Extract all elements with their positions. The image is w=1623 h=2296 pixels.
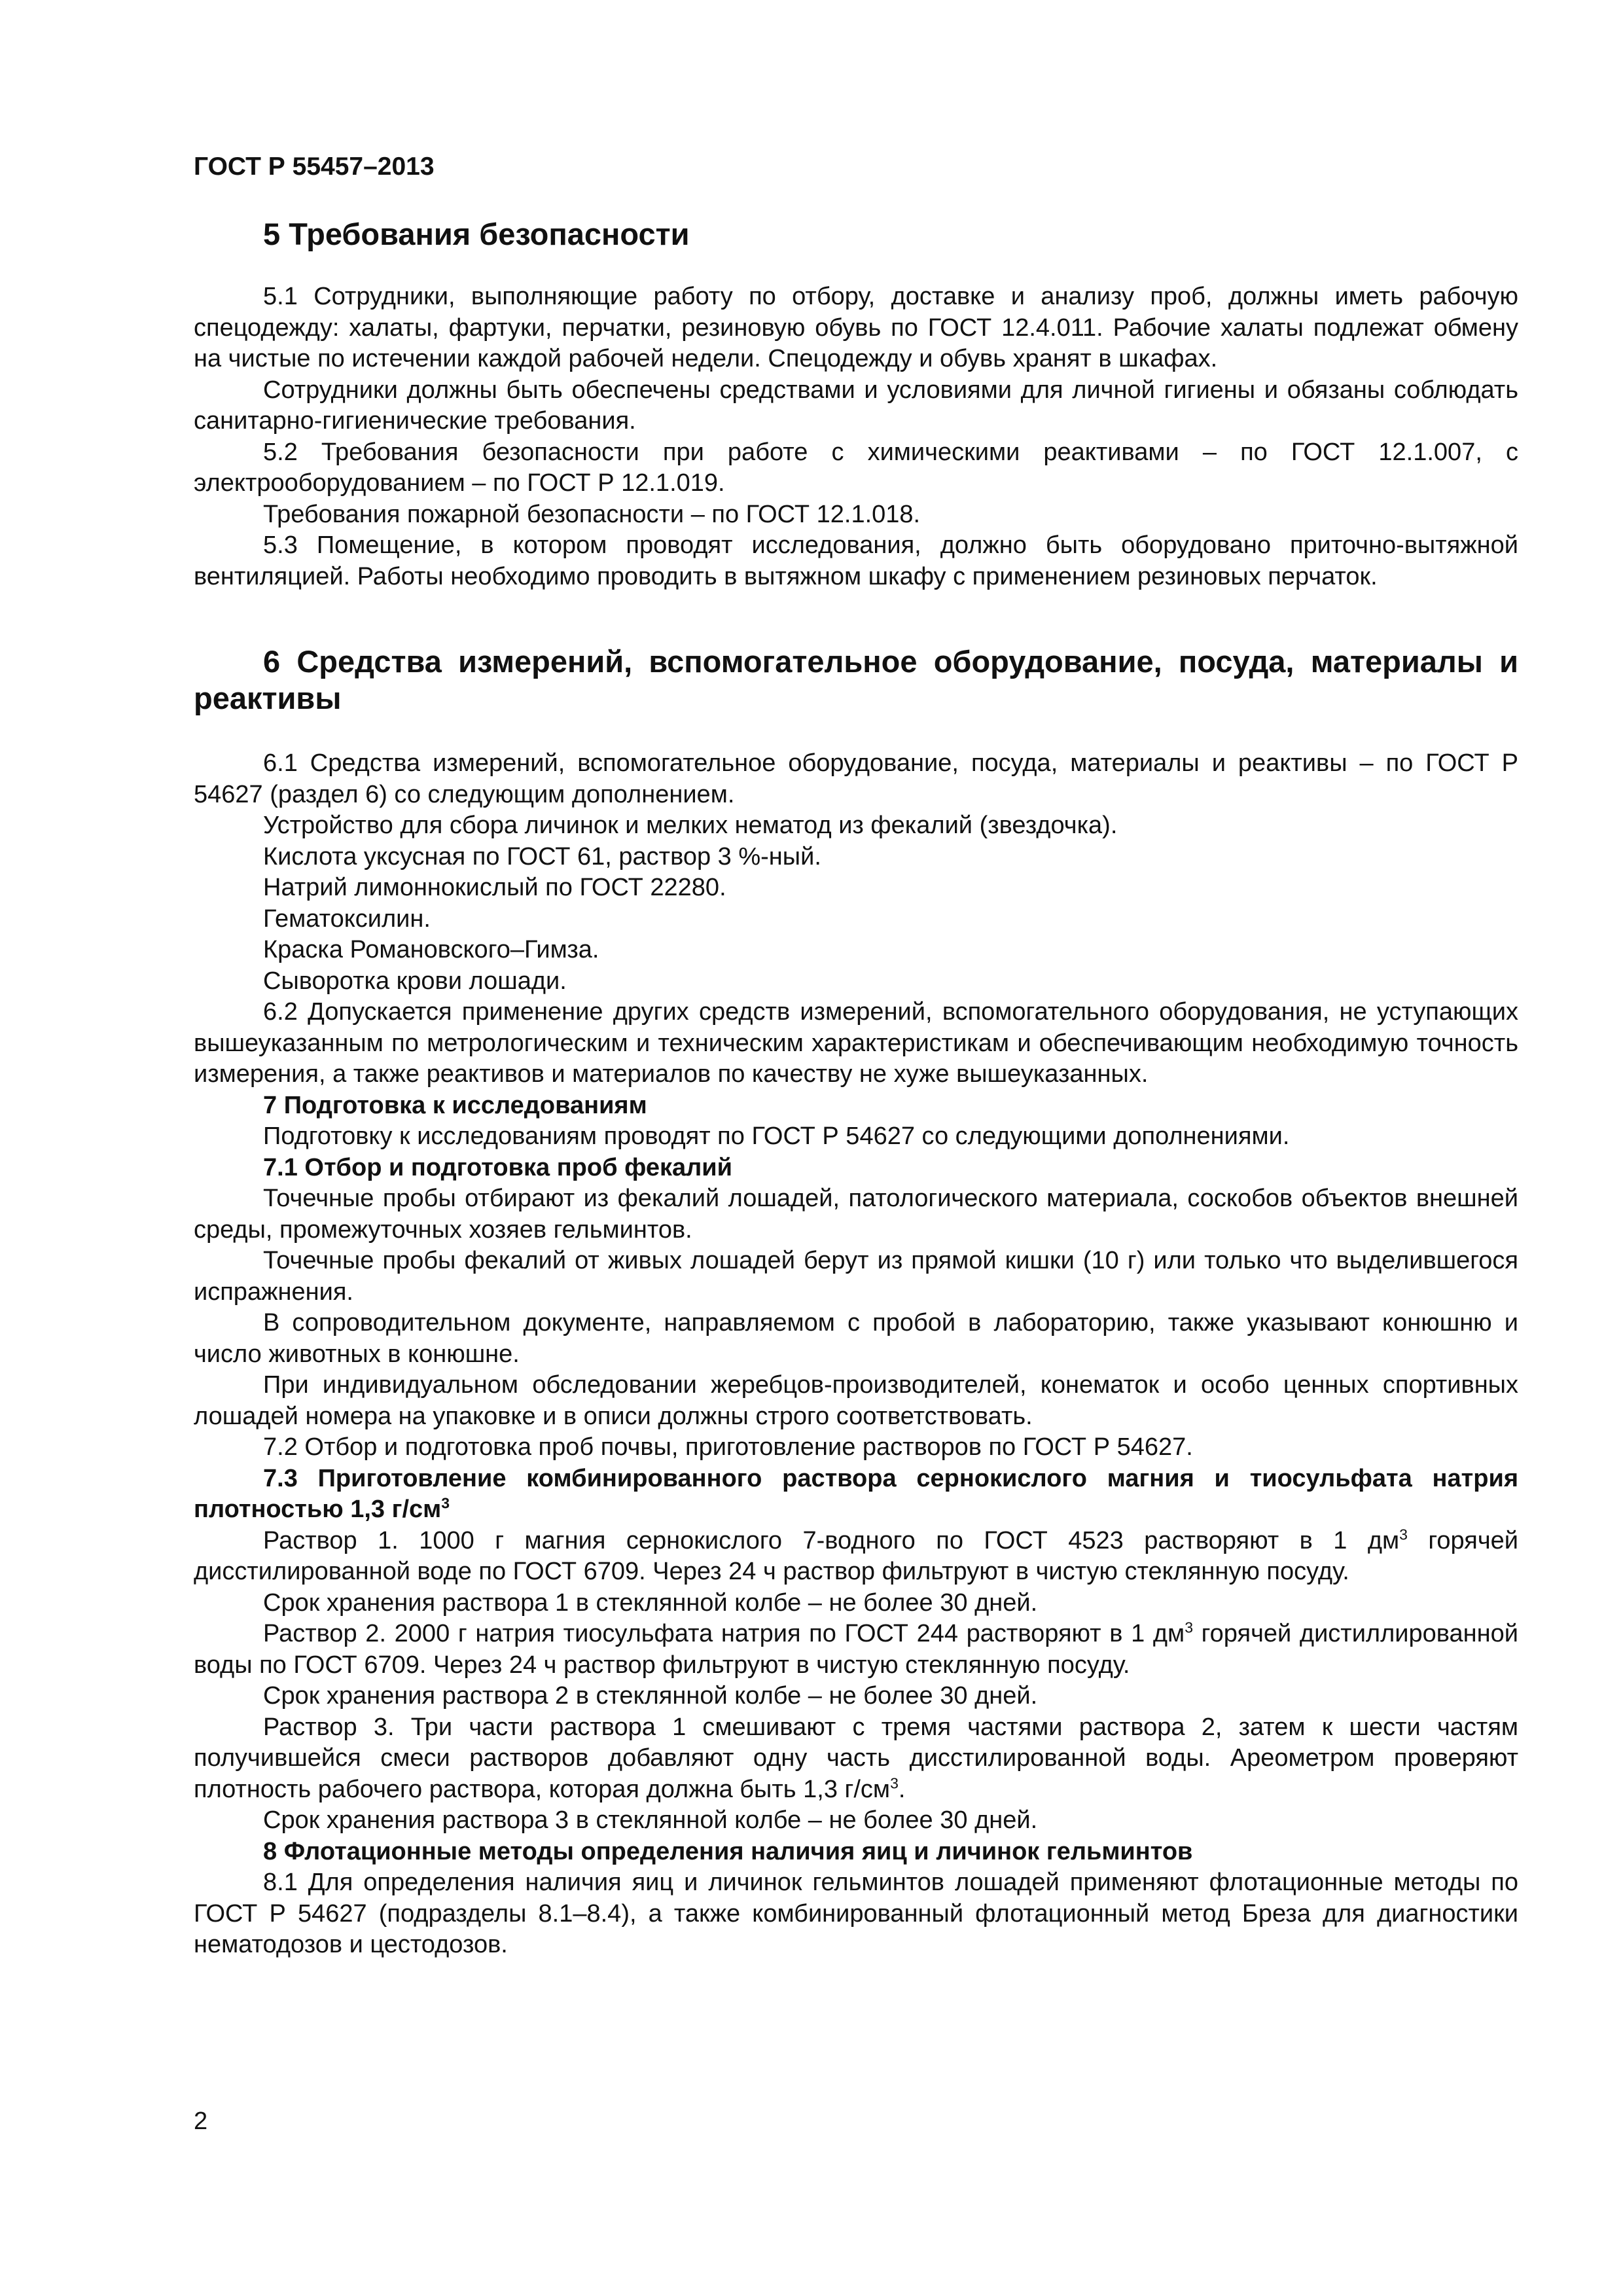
paragraph-6-1: 6.1 Средства измерений, вспомогательное оборудование, посуда, материалы и реактивы – по ГОСТ Р 54627 (раздел 6) со следующим дополнением. bbox=[194, 749, 1518, 808]
solution-1-text-a: Раствор 1. 1000 г магния сернокислого 7-водного по ГОСТ 4523 растворяют в 1 дм bbox=[263, 1526, 1400, 1554]
section-8-heading: 8 Флотационные методы определения наличия яиц и личинок гельминтов bbox=[263, 1837, 1193, 1865]
paragraph-7-1-c: В сопроводительном документе, направляемом с пробой в лабораторию, также указывают конюшню и число животных в конюшне. bbox=[194, 1309, 1518, 1368]
paragraph-7-1-a: Точечные пробы отбирают из фекалий лошадей, патологического материала, соскобов объектов внешней среды, промежуточных хозяев гельминтов. bbox=[194, 1185, 1518, 1244]
paragraph-storage-1: Срок хранения раствора 1 в стеклянной колбе – не более 30 дней. bbox=[263, 1588, 1038, 1617]
section-5-body bbox=[194, 281, 1518, 592]
list-item-device: Устройство для сбора личинок и мелких нематод из фекалий (звездочка). bbox=[263, 812, 1118, 839]
solution-1-text-b: горячей дисстилированной воде по ГОСТ 6709. Через 24 ч раствор фильтруют в чистую стеклянную посуду. bbox=[194, 1526, 1518, 1585]
paragraph-5-2-fire: Требования пожарной безопасности – по ГОСТ 12.1.018. bbox=[263, 500, 921, 528]
document-page bbox=[194, 152, 1518, 1961]
paragraph-solution-3 bbox=[194, 1712, 1518, 1806]
paragraph-5-1: 5.1 Сотрудники, выполняющие работу по отбору, доставке и анализу проб, должны иметь рабочую спецодежду: халаты, фартуки, перчатки, резиновую обувь по ГОСТ 12.4.011. Рабочие халаты подлежат обмену на чистые по истечении каждой рабочей недели. Спецодежду и обувь хранят в шкафах. bbox=[194, 283, 1518, 372]
list-item-hematoxylin: Гематоксилин. bbox=[263, 905, 431, 933]
list-item-horse-serum: Сыворотка крови лошади. bbox=[263, 967, 567, 995]
superscript-3: 3 bbox=[1185, 1619, 1193, 1636]
solution-2-text-b: горячей дистиллированной воды по ГОСТ 6709. Через 24 ч раствор фильтруют в чистую стеклянную посуду. bbox=[194, 1620, 1519, 1679]
paragraph-6-2: 6.2 Допускается применение других средств измерений, вспомогательного оборудования, не уступающих вышеуказанным по метрологическим и техническим характеристикам и обеспечивающим необходимую точность измерения, а также реактивов и материалов по качеству не хуже вышеуказанных. bbox=[194, 998, 1518, 1088]
superscript-3: 3 bbox=[890, 1774, 899, 1791]
section-6-heading: 6 Средства измерений, вспомогательное оборудование, посуда, материалы и реактивы bbox=[194, 644, 1518, 715]
paragraph-7-1-d: При индивидуальном обследовании жеребцов-производителей, конематок и особо ценных спортивных лошадей номера на упаковке и в описи должны строго соответствовать. bbox=[194, 1371, 1518, 1430]
subsection-7-3-heading bbox=[194, 1463, 1518, 1526]
paragraph-7-1-b: Точечные пробы фекалий от живых лошадей берут из прямой кишки (10 г) или только что выделившегося испражнения. bbox=[194, 1247, 1518, 1306]
superscript-3: 3 bbox=[441, 1494, 450, 1512]
paragraph-storage-3: Срок хранения раствора 3 в стеклянной колбе – не более 30 дней. bbox=[263, 1806, 1038, 1834]
list-item-sodium-citrate: Натрий лимоннокислый по ГОСТ 22280. bbox=[263, 874, 726, 901]
paragraph-7-2: 7.2 Отбор и подготовка проб почвы, приготовление растворов по ГОСТ Р 54627. bbox=[263, 1433, 1193, 1461]
section-7-heading: 7 Подготовка к исследованиям bbox=[263, 1091, 647, 1119]
list-item-acetic-acid: Кислота уксусная по ГОСТ 61, раствор 3 %-ный. bbox=[263, 842, 821, 870]
paragraph-5-1-hygiene: Сотрудники должны быть обеспечены средствами и условиями для личной гигиены и обязаны соблюдать санитарно-гигиенические требования. bbox=[194, 376, 1518, 435]
section-5-heading: 5 Требования безопасности bbox=[263, 217, 690, 251]
superscript-3: 3 bbox=[1399, 1525, 1408, 1543]
solution-3-text-a: Раствор 3. Три части раствора 1 смешивают с тремя частями раствора 2, затем к шести частям получившейся смеси растворов добавляют одну часть дисстилированной воды. Ареометром проверяют плотность рабочего раствора, которая должна быть 1,3 г/см bbox=[194, 1713, 1518, 1803]
paragraph-solution-1 bbox=[194, 1526, 1518, 1588]
solution-2-text-a: Раствор 2. 2000 г натрия тиосульфата натрия по ГОСТ 244 растворяют в 1 дм bbox=[263, 1620, 1185, 1647]
paragraph-8-1: 8.1 Для определения наличия яиц и личинок гельминтов лошадей применяют флотационные методы по ГОСТ Р 54627 (подразделы 8.1–8.4), а также комбинированный флотационный метод Бреза для диагностики нематодозов и цестодозов. bbox=[194, 1869, 1518, 1958]
paragraph-7-intro: Подготовку к исследованиям проводят по ГОСТ Р 54627 со следующими дополнениями. bbox=[263, 1122, 1290, 1150]
paragraph-storage-2: Срок хранения раствора 2 в стеклянной колбе – не более 30 дней. bbox=[263, 1682, 1038, 1710]
paragraph-5-2: 5.2 Требования безопасности при работе с химическими реактивами – по ГОСТ 12.1.007, с электрооборудованием – по ГОСТ Р 12.1.019. bbox=[194, 438, 1518, 497]
solution-3-text-b: . bbox=[898, 1775, 906, 1803]
page-number: 2 bbox=[194, 2108, 208, 2135]
subsection-7-3-heading-text: 7.3 Приготовление комбинированного раствора сернокислого магния и тиосульфата натрия плотностью 1,3 г/см bbox=[194, 1464, 1518, 1523]
paragraph-solution-2 bbox=[194, 1619, 1518, 1681]
standard-designation: ГОСТ Р 55457–2013 bbox=[194, 152, 435, 181]
section-6-body bbox=[194, 748, 1518, 1961]
subsection-7-1-heading: 7.1 Отбор и подготовка проб фекалий bbox=[263, 1153, 732, 1181]
list-item-giemsa-stain: Краска Романовского–Гимза. bbox=[263, 936, 599, 963]
paragraph-5-3: 5.3 Помещение, в котором проводят исследования, должно быть оборудовано приточно-вытяжной вентиляцией. Работы необходимо проводить в вытяжном шкафу с применением резиновых перчаток. bbox=[194, 531, 1518, 590]
